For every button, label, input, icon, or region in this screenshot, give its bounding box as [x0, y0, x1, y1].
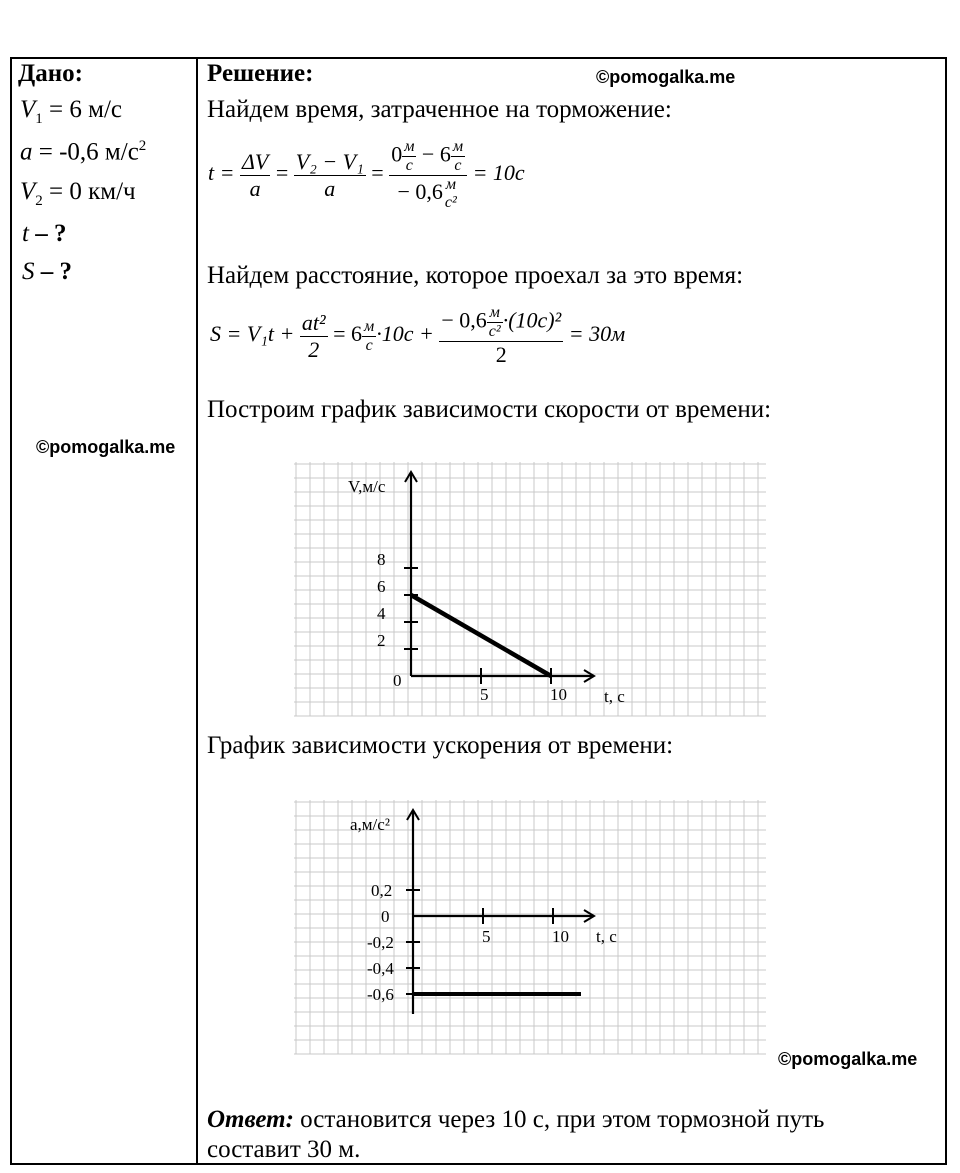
given-value: – ?: [28, 220, 67, 247]
fraction-numerator: at²: [301, 309, 326, 335]
y-tick-label: 6: [377, 577, 386, 596]
x-tick-label: 10: [550, 685, 567, 704]
formula-lhs: S = V₁t +: [210, 321, 295, 347]
given-item-t: [22, 220, 66, 248]
fraction-numerator: V₂ − V₁: [295, 148, 364, 174]
fraction-denominator: a: [294, 175, 366, 202]
given-symbol: a: [20, 138, 33, 166]
fraction: [294, 149, 366, 202]
unit-num: м: [364, 317, 375, 335]
answer-line-2: составит 30 м.: [207, 1136, 361, 1163]
step-acceleration-graph-text: График зависимости ускорения от времени:: [207, 732, 674, 759]
number: − 0,6: [397, 179, 443, 205]
fraction: [240, 149, 270, 202]
formula-time: [208, 138, 525, 212]
number: 0: [391, 141, 403, 167]
y-tick-label: 0: [381, 907, 390, 926]
given-item-v1: [20, 96, 122, 128]
step-time-text: Найдем время, затраченное на торможение:: [207, 96, 672, 123]
y-tick-label: 2: [377, 631, 386, 650]
x-tick-label: 10: [552, 927, 569, 946]
number: = 6: [333, 321, 363, 347]
y-tick-label: 8: [377, 550, 386, 569]
unit-fraction: [402, 138, 416, 175]
fraction-denominator: 2: [439, 341, 563, 368]
unit-den: с: [402, 156, 416, 175]
step-distance-text: Найдем расстояние, которое проехал за это время:: [207, 262, 744, 289]
unit-fraction: [362, 318, 376, 355]
y-axis-label: а,м/с²: [350, 815, 390, 834]
fraction-denominator: 2: [300, 336, 328, 363]
given-item-a: [20, 138, 146, 166]
watermark-bottom: ©pomogalka.me: [778, 1049, 918, 1069]
number: ·(10с)²: [502, 307, 562, 333]
unit-den: с: [451, 156, 465, 175]
unit-fraction: [443, 176, 459, 212]
fraction: [300, 310, 328, 363]
origin-label: 0: [393, 671, 402, 690]
watermark-left: ©pomogalka.me: [36, 437, 176, 457]
unit-num: м: [404, 138, 415, 155]
number: ·10с +: [376, 321, 434, 347]
equals-sign: =: [275, 160, 289, 186]
x-axis-label: t, с: [604, 687, 625, 706]
acceleration-chart: [290, 796, 770, 1058]
y-tick-label: 4: [377, 604, 386, 623]
answer-label: Ответ:: [207, 1106, 294, 1133]
y-tick-label: -0,4: [367, 959, 394, 978]
x-axis-label: t, с: [596, 927, 617, 946]
unit-den: с: [362, 336, 376, 355]
velocity-line: [411, 595, 551, 676]
given-subscript: 1: [35, 111, 43, 127]
fraction-numerator: ΔV: [241, 148, 269, 174]
formula-result: = 10с: [472, 160, 525, 186]
unit-num: м: [445, 176, 456, 193]
given-heading: Дано:: [18, 60, 83, 87]
fraction-denominator: [389, 175, 467, 212]
given-exponent: 2: [138, 138, 147, 154]
column-divider: [196, 57, 198, 1165]
step-velocity-graph-text: Построим график зависимости скорости от времени:: [207, 396, 772, 423]
x-tick-label: 5: [482, 927, 491, 946]
answer-line-1: [207, 1106, 824, 1134]
fraction-numerator: [439, 304, 563, 341]
y-tick-label: -0,6: [367, 985, 394, 1004]
fraction-big: [389, 138, 467, 212]
number: − 6: [416, 141, 451, 167]
given-item-v2: [20, 178, 136, 210]
given-value: – ?: [34, 258, 72, 285]
given-item-s: [22, 258, 72, 286]
unit-num: м: [452, 138, 464, 155]
solution-heading: Решение:: [207, 60, 314, 87]
number: − 0,6: [441, 307, 487, 333]
given-value: = 6 м/с: [42, 96, 122, 123]
fraction-big: [439, 304, 563, 368]
fraction-denominator: a: [240, 175, 270, 202]
unit-fraction: [487, 304, 503, 341]
given-value: = 0 км/ч: [42, 178, 136, 205]
given-symbol: S: [22, 258, 35, 285]
answer-text: остановится через 10 с, при этом тормозной путь: [293, 1106, 825, 1133]
unit-num: м: [489, 304, 500, 321]
given-value: = -0,6 м/с: [32, 138, 139, 166]
equals-sign: =: [371, 160, 384, 186]
formula-result: = 30м: [568, 321, 626, 347]
x-tick-label: 5: [480, 685, 489, 704]
y-tick-label: -0,2: [367, 933, 394, 952]
y-axis-label: V,м/с: [348, 477, 386, 496]
given-subscript: 2: [35, 193, 43, 209]
formula-distance: [210, 304, 625, 368]
given-symbol: t: [22, 220, 29, 247]
formula-lhs: t =: [208, 160, 235, 186]
unit-den: с²: [444, 194, 457, 211]
y-tick-label: 0,2: [371, 881, 393, 900]
velocity-chart: [290, 458, 770, 720]
fraction-numerator: [389, 138, 467, 175]
given-symbol: V: [20, 96, 36, 123]
given-symbol: V: [20, 178, 36, 205]
watermark-top: ©pomogalka.me: [596, 67, 736, 87]
unit-fraction: [451, 138, 465, 175]
unit-den: с²: [488, 323, 501, 340]
